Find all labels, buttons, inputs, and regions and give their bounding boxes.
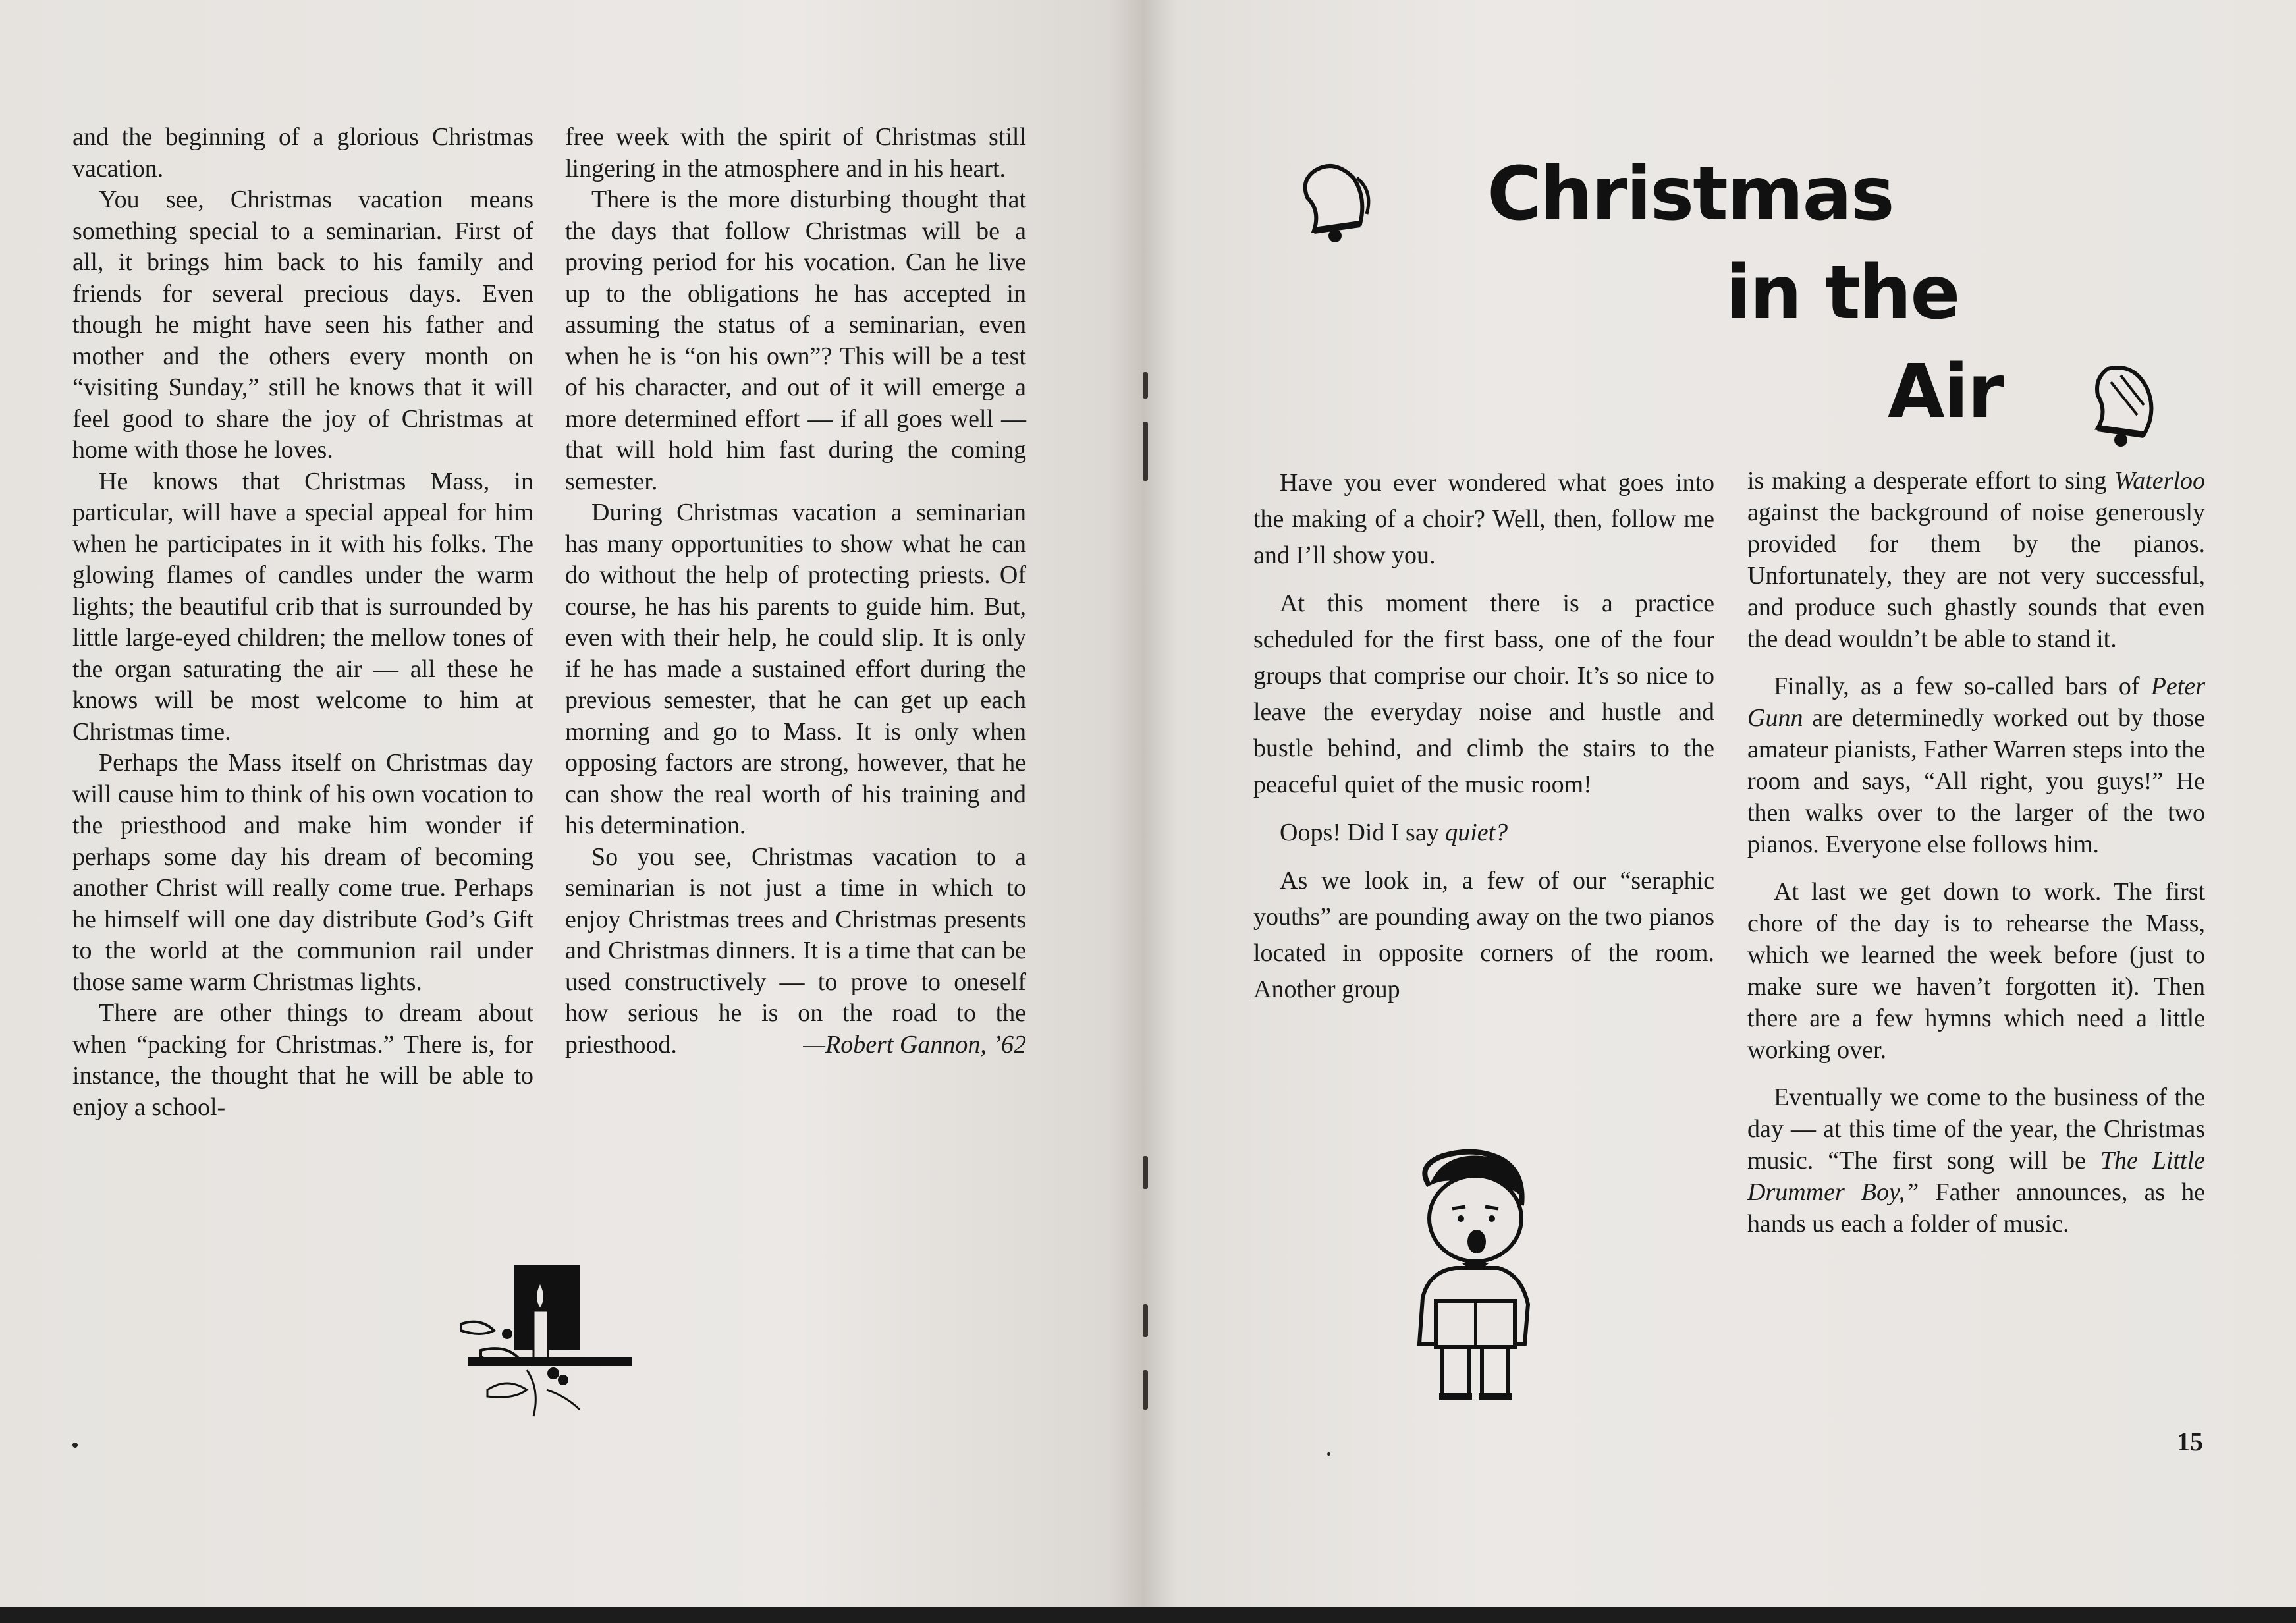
paragraph: Perhaps the Mass itself on Christmas day will cause him to think of his own vocation to the priesthood and make him wonder if perhaps some day his dream of becoming another Christ will really come true. Perhaps he himself will one day distribute God’s Gift to the world at the communion rail under those same warm Christmas lights. (72, 749, 533, 996)
text-run: against the background of noise generously provided for them by the pianos. Unfortunately, they are not very successful, and produce such ghastly sounds that even the dead wouldn’t be able to stand it. (1747, 499, 2205, 653)
page-mark (72, 1443, 78, 1448)
paragraph: So you see, Christmas vacation to a seminarian is not just a time in which to enjoy Christmas trees and Christmas presents and Christmas dinners. It is a time that can be used constructively — to prove to oneself how serious he is on the road to the priesthood. (565, 842, 1026, 1059)
candle-holly-illustration (441, 1258, 639, 1456)
right-column-1 (1253, 465, 1714, 1020)
text-run-italic: quiet? (1445, 819, 1508, 846)
text-run-italic: The Little Drummer Boy,” (1747, 1147, 2205, 1206)
right-column-2 (1747, 465, 2205, 1240)
text-run: Eventually we come to the business of the day — at this time of the year, the Christmas music. “The first song will be (1747, 1084, 2205, 1174)
bell-icon (1294, 151, 1380, 244)
paragraph: He knows that Christmas Mass, in particular, will have a special appeal for him when he participates in it with his folks. The glowing flames of candles under the warm lights; the beautiful crib that is surrounded by little large-eyed children; the mellow tones of the organ saturating the air — all these he knows will be most welcome to him at Christmas time. (72, 467, 533, 746)
paragraph (1747, 1082, 2205, 1240)
bell-icon (2081, 356, 2167, 448)
page-number: 15 (2177, 1427, 2203, 1456)
paragraph (1253, 815, 1714, 851)
title-line-3: Air (1888, 349, 2003, 435)
text-run-italic: Peter Gunn (1747, 673, 2205, 732)
text-run: are determinedly worked out by those amateur pianists, Father Warren steps into the room and says, “All right, you guys!” He then walks over to the larger of the two pianos. Everyone else follows him. (1747, 704, 2205, 858)
text-run-italic: Waterloo (2114, 467, 2206, 495)
paragraph (1747, 465, 2205, 655)
left-column-2 (565, 122, 1026, 1061)
paragraph: There is the more disturbing thought that the days that follow Christmas will be a proving period for his vocation. Can he live up to the obligations he has accepted in assuming the status of a seminarian, even when he is “on his own”? This will be a test of his character, and out of it will emerge a more determined effort — if all goes well — that will hold him fast during the coming semester. (565, 186, 1026, 495)
paragraph: As we look in, a few of our “seraphic youths” are pounding away on the two pianos located in opposite corners of the room. Another group (1253, 867, 1714, 1003)
title-line-1: Christmas (1487, 151, 1894, 237)
paragraph: There are other things to dream about when “packing for Christmas.” There is, for instance, the thought that he will be able to enjoy a school- (72, 999, 533, 1121)
text-run: Father announces, as he hands us each a folder of music. (1747, 1178, 2206, 1238)
paragraph: You see, Christmas vacation means something special to a seminarian. First of all, it brings him back to his family and friends for several precious days. Even though he might have seen his father and mother and the others every month on “visiting Sunday,” still he knows that it will feel good to share the joy of Christmas at home with those he loves. (72, 186, 533, 464)
paragraph: At this moment there is a practice scheduled for the first bass, one of the four groups that comprise our choir. It’s so nice to leave the everyday noise and hustle and bustle behind, and climb the stairs to the peaceful quiet of the music room! (1253, 590, 1714, 798)
paragraph (1747, 671, 2205, 860)
staple-mark (1143, 372, 1148, 399)
byline: —Robert Gannon, ’62 (803, 1031, 1026, 1059)
paragraph: Have you ever wondered what goes into the making of a choir? Well, then, follow me and I’ll show you. (1253, 469, 1714, 569)
text-run: Finally, as a few so-called bars of (1774, 673, 2140, 700)
page-mark (1327, 1452, 1330, 1456)
staple-mark (1143, 1370, 1148, 1410)
text-run: is making a desperate effort to sing (1747, 467, 2107, 495)
title-line-2: in the (1726, 250, 1959, 336)
staple-mark (1143, 1304, 1148, 1337)
paragraph: At last we get down to work. The first chore of the day is to rehearse the Mass, which we learned the week before (just to make sure we haven’t forgotten it). Then there are a few hymns which need a little working over. (1747, 878, 2205, 1064)
choir-boy-illustration (1390, 1146, 1554, 1410)
paragraph: During Christmas vacation a seminarian has many opportunities to show what he can do without the help of protecting priests. Of course, he has his parents to guide him. But, even with their help, he could slip. It is only if he has made a sustained effort during the previous semester, that he can get up each morning and go to Mass. It is only when opposing factors are strong, however, that he can show the real worth of his training and his determination. (565, 499, 1026, 839)
paragraph: free week with the spirit of Christmas still lingering in the atmosphere and in his heart. (565, 123, 1026, 182)
staple-mark (1143, 1156, 1148, 1189)
staple-mark (1143, 422, 1148, 481)
left-column-1 (72, 122, 533, 1123)
paragraph: and the beginning of a glorious Christmas vacation. (72, 123, 533, 182)
text-run: Oops! Did I say (1280, 819, 1439, 846)
